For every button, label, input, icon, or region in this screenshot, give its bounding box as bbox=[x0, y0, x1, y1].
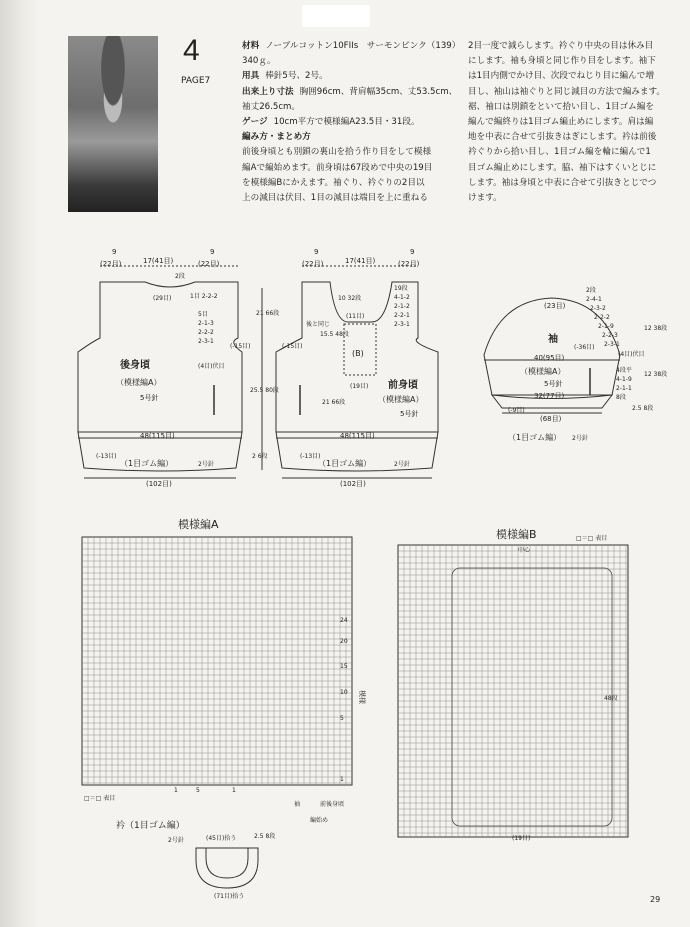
sleeve-cuff-st: (68目) bbox=[540, 415, 562, 423]
chart-b-grid-lines bbox=[398, 545, 628, 837]
method-line: 目ゴム編止めにします。脇、袖下はすくいとじに bbox=[468, 162, 657, 173]
front-b-rows: 15.5 48段 bbox=[320, 331, 349, 338]
back-top-left-st: (22目) bbox=[100, 260, 122, 268]
method-line: 地を中表に合せて引抜きはぎにします。衿は前後 bbox=[468, 132, 657, 143]
sleeve-cuff-inc: (-9目) bbox=[508, 407, 525, 414]
chart-a-grid-lines bbox=[82, 537, 352, 785]
chart-a-title: 模様編A bbox=[178, 518, 219, 531]
collar-top-pick: (45目)拾う bbox=[206, 835, 237, 842]
back-top-right-st: (22目) bbox=[198, 260, 220, 268]
chart-a-row-number: 15 bbox=[340, 663, 348, 670]
front-top-mid: 17(41目) bbox=[345, 257, 376, 265]
back-arm-rows: 21 66段 bbox=[256, 310, 280, 317]
front-rib-title: （1目ゴム編） bbox=[318, 459, 372, 468]
back-needle: 5号針 bbox=[140, 394, 159, 402]
front-top-left-st: (22目) bbox=[302, 260, 324, 268]
back-top-right: 9 bbox=[210, 248, 215, 256]
chart-a-row-number: 5 bbox=[340, 715, 344, 722]
method-line: 裾、袖口は別鎖をといて拾い目し、1目ゴム編を bbox=[468, 101, 654, 112]
collar-needle: 2号針 bbox=[168, 837, 184, 844]
collar-inner bbox=[206, 848, 248, 878]
chart-a-repeat-label: 模様 bbox=[358, 690, 366, 704]
front-neck-dec: 19段 bbox=[394, 285, 408, 292]
method-line: 衿ぐりから拾い目し、1目ゴム編を輪に編んで1 bbox=[468, 147, 651, 158]
front-neck-center: (11目) bbox=[346, 313, 365, 320]
chart-a-col-number: 5 bbox=[196, 787, 200, 794]
back-title: 後身頃 bbox=[120, 360, 150, 371]
sleeve-inc: 4段平 bbox=[616, 367, 632, 374]
chart-a-grid-frame bbox=[82, 537, 352, 785]
collar-bottom-pick: (71目)拾う bbox=[214, 893, 245, 900]
back-body-len: 25.5 80段 bbox=[250, 387, 279, 394]
tools-line: 用具 棒針5号、2号。 bbox=[242, 71, 328, 82]
method-line: は1目内側でかけ目、次段でねじり目に編んで増 bbox=[468, 71, 654, 82]
size-line: 出来上り寸法 胸囲96cm、背肩幅35cm、丈53.5cm、袖丈26.5cm。 bbox=[242, 86, 458, 112]
back-neck-rows: 2段 bbox=[175, 273, 185, 280]
sleeve-cap-dec: 2-3-1 bbox=[604, 341, 620, 348]
chart-a-start-label: 編始め bbox=[310, 817, 329, 824]
back-arm-dec: 2-3-1 bbox=[198, 338, 214, 345]
sleeve-cap-dec: 2-2-2 bbox=[594, 314, 610, 321]
sleeve-inc: 8段 bbox=[616, 394, 626, 401]
back-rib-height: 2 6段 bbox=[252, 453, 268, 460]
back-pattern: （模様編A） bbox=[116, 378, 162, 387]
back-hem: (102目) bbox=[146, 480, 172, 488]
front-pattern: （模様編A） bbox=[378, 395, 424, 404]
chart-a-legend: □＝□ 表目 bbox=[84, 795, 116, 802]
sleeve-width: 40(95目) bbox=[534, 354, 565, 362]
sleeve-rib-needle: 2号針 bbox=[572, 435, 588, 442]
front-neck-depth: 10 32段 bbox=[338, 295, 362, 302]
collar-title: 衿（1目ゴム編） bbox=[116, 821, 185, 831]
sleeve-cap-dec: 2-1-9 bbox=[598, 323, 614, 330]
front-width: 48(115目) bbox=[340, 432, 375, 440]
back-arm-dec: (4目)伏目 bbox=[198, 363, 225, 370]
sleeve-cap-dec: 2段 bbox=[586, 287, 596, 294]
sleeve-cap-rows: 12 38段 bbox=[644, 325, 668, 332]
chart-b-width: (19目) bbox=[512, 835, 531, 842]
front-side: (-15目) bbox=[282, 343, 303, 350]
sleeve-cap-dec: 2-4-1 bbox=[586, 296, 602, 303]
chart-b-grid-frame bbox=[398, 545, 628, 837]
chart-a-col-number: 1 bbox=[174, 787, 178, 794]
method-line: 前後身頃とも別鎖の裏山を拾う作り目をして模様 bbox=[242, 147, 432, 158]
front-top-right: 9 bbox=[410, 248, 415, 256]
back-top-mid: 17(41目) bbox=[143, 257, 174, 265]
page-number: 29 bbox=[650, 895, 661, 904]
sleeve-side: (-36目) bbox=[574, 344, 595, 351]
back-neck-note: (29目) bbox=[153, 295, 172, 302]
back-rib-needle: 2号針 bbox=[198, 461, 214, 468]
chart-a-sleeve-label: 袖 bbox=[294, 801, 301, 808]
pattern-number: 4 bbox=[183, 34, 200, 67]
front-side-note: 後と同じ bbox=[306, 321, 331, 328]
back-neck-dec: 1目 2-2-2 bbox=[190, 293, 218, 300]
chart-b-title: 模様編B bbox=[496, 528, 537, 541]
front-neck-dec: 4-1-2 bbox=[394, 294, 410, 301]
back-rib-inc: (-13目) bbox=[96, 453, 117, 460]
back-arm-dec: 5目 bbox=[198, 311, 208, 318]
front-title: 前身頃 bbox=[388, 380, 418, 391]
front-top-right-st: (22目) bbox=[398, 260, 420, 268]
chart-a-front-label: 前後身頃 bbox=[320, 801, 345, 808]
back-body-outline bbox=[78, 282, 242, 432]
sleeve-inc: 4-1-9 bbox=[616, 376, 632, 383]
method-line: にします。袖も身頃と同じ作り目をします。袖下 bbox=[468, 56, 656, 67]
back-arm-dec: 2-2-2 bbox=[198, 329, 214, 336]
back-top-left: 9 bbox=[112, 248, 117, 256]
back-rib-title: （1目ゴム編） bbox=[120, 459, 174, 468]
chart-a-row-number: 1 bbox=[340, 776, 344, 783]
sleeve-pattern: （模様編A） bbox=[520, 367, 566, 376]
back-width: 48(115目) bbox=[140, 432, 175, 440]
method-line: します。袖は身頃と中表に合せて引抜きとじでつ bbox=[468, 177, 657, 188]
method-line: 上の減目は伏目、1目の減目は端目を上に重ねる bbox=[242, 193, 428, 204]
front-neck-dec: 2-3-1 bbox=[394, 321, 410, 328]
chart-a-col-number: 1 bbox=[232, 787, 236, 794]
sleeve-cap-dec: 2-2-3 bbox=[602, 332, 618, 339]
front-neck-dec: 2-1-2 bbox=[394, 303, 410, 310]
materials-line: 材料 ノーブルコットン10FIIs サーモンピンク（139）340ｇ。 bbox=[242, 41, 457, 67]
method-line: を模様編Bにかえます。袖ぐり、衿ぐりの2目以 bbox=[242, 177, 425, 188]
sleeve-cuff-rows: 2.5 8段 bbox=[632, 405, 654, 412]
sleeve-cap-dec: 2-3-2 bbox=[590, 305, 606, 312]
front-b-label: (B) bbox=[352, 349, 364, 358]
sleeve-top: (23目) bbox=[544, 302, 566, 310]
sleeve-needle: 5号針 bbox=[544, 380, 563, 388]
back-side: (-15目) bbox=[230, 343, 251, 350]
method-line: けます。 bbox=[468, 193, 502, 204]
method-line: 2目一度で減らします。衿ぐり中央の目は休み目 bbox=[468, 41, 654, 51]
sleeve-cap-bind: (4目)伏目 bbox=[618, 351, 645, 358]
method-heading: 編み方・まとめ方 bbox=[242, 132, 311, 143]
sleeve-inc: 2-1-1 bbox=[616, 385, 632, 392]
front-arm-rows: 21 66段 bbox=[322, 399, 346, 406]
gauge-line: ゲージ 10cm平方で模様編A23.5目・31段。 bbox=[242, 117, 420, 128]
front-rib-inc: (-13目) bbox=[300, 453, 321, 460]
sleeve-side-rows: 12 38段 bbox=[644, 371, 668, 378]
method-line: 編Aで編始めます。前身頃は67段めで中央の19目 bbox=[242, 162, 433, 173]
front-top-left: 9 bbox=[314, 248, 319, 256]
front-needle: 5号針 bbox=[400, 410, 419, 418]
chart-a-row-number: 20 bbox=[340, 638, 348, 645]
method-line: 目し、袖山は袖ぐりと同じ減目の方法で編みます。 bbox=[468, 86, 665, 97]
chart-b-center: 中心 bbox=[518, 547, 531, 554]
front-neck-dec: 2-2-1 bbox=[394, 312, 410, 319]
page-reference: PAGE7 bbox=[181, 76, 211, 86]
collar-outline bbox=[196, 848, 258, 888]
sleeve-rib-title: （1目ゴム編） bbox=[508, 433, 562, 442]
sleeve-title: 袖 bbox=[548, 334, 558, 345]
collar-rows: 2.5 8段 bbox=[254, 833, 276, 840]
chart-a-row-number: 10 bbox=[340, 689, 348, 696]
chart-b-rows: 48段 bbox=[604, 695, 618, 702]
sleeve-cuff-width: 32(77目) bbox=[534, 392, 565, 400]
front-b-note: (19目) bbox=[350, 383, 369, 390]
method-line: 編んで編終りは1目ゴム編止めにします。肩は編 bbox=[468, 117, 654, 128]
front-hem: (102目) bbox=[340, 480, 366, 488]
back-arm-dec: 2-1-3 bbox=[198, 320, 214, 327]
front-rib-needle: 2号針 bbox=[394, 461, 410, 468]
chart-a-row-number: 24 bbox=[340, 617, 348, 624]
chart-b-legend: □＝□ 表目 bbox=[576, 535, 608, 542]
